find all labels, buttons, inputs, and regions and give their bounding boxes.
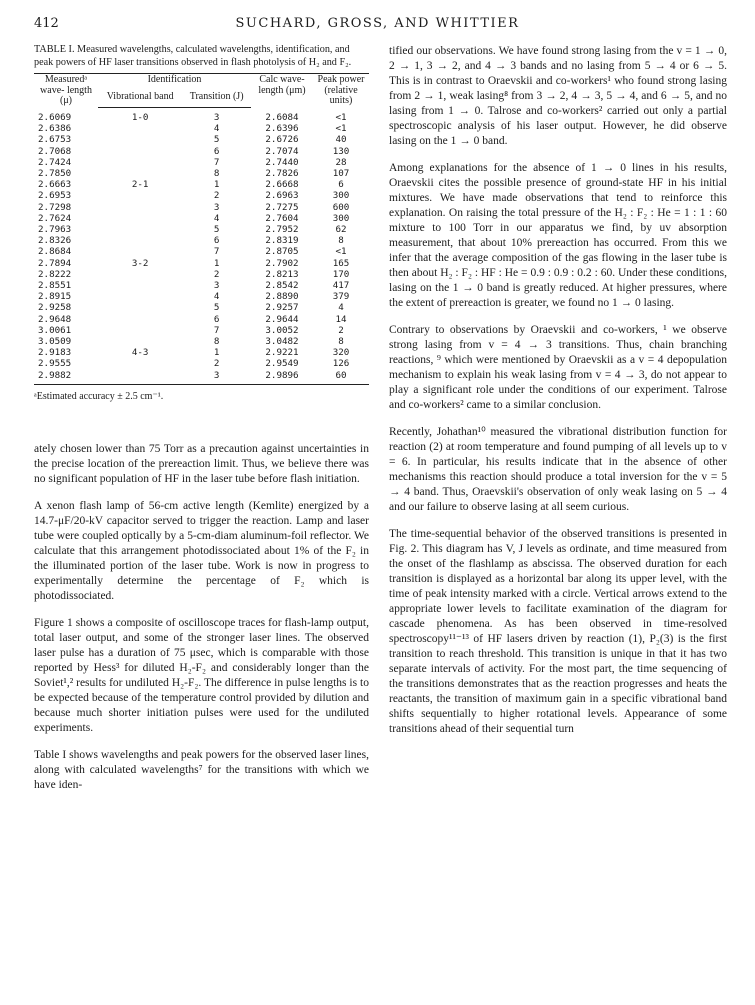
table-cell: 6 bbox=[213, 235, 220, 247]
table-cell: 2.6668 bbox=[265, 179, 299, 191]
table-cell: 107 bbox=[332, 168, 350, 180]
paragraph: Table I shows wavelengths and peak powers for the observed laser lines, along with calculated wavelengths⁷ for the transitions with which we have iden- bbox=[34, 748, 369, 791]
table-cell: 2.7850 bbox=[38, 168, 72, 180]
table-cell: 2.6963 bbox=[265, 190, 299, 202]
table-cell: 4 bbox=[338, 302, 344, 314]
table-cell: 28 bbox=[335, 156, 347, 168]
table-cell bbox=[98, 370, 182, 385]
table-cell: 3.0061 bbox=[38, 324, 72, 336]
table-cell: 3-2 bbox=[131, 257, 149, 269]
left-body-text bbox=[34, 442, 369, 793]
table-cell bbox=[98, 269, 182, 280]
table-cell: 2.9258 bbox=[38, 302, 72, 314]
table-cell bbox=[98, 190, 182, 201]
table-cell bbox=[98, 302, 182, 313]
table-cell bbox=[98, 291, 182, 302]
table-cell: 600 bbox=[332, 201, 350, 213]
table-cell: 2.7068 bbox=[38, 145, 72, 157]
table-cell bbox=[98, 146, 182, 157]
table-cell: 2.8551 bbox=[38, 280, 72, 292]
table-cell: 300 bbox=[332, 190, 350, 202]
header-vib-band: Vibrational band bbox=[98, 91, 182, 108]
table-cell: 2 bbox=[213, 268, 220, 280]
table-cell: 8 bbox=[338, 336, 344, 348]
table-cell: 165 bbox=[332, 257, 350, 269]
table-row bbox=[34, 202, 369, 213]
table-row bbox=[34, 213, 369, 224]
table-cell: 300 bbox=[332, 212, 350, 224]
table-row bbox=[34, 347, 369, 358]
table-cell: 3 bbox=[182, 370, 251, 385]
table-cell: 40 bbox=[335, 134, 347, 146]
table-row bbox=[34, 235, 369, 246]
table-cell: 2.9549 bbox=[265, 358, 299, 370]
table-cell: 2.8915 bbox=[38, 291, 72, 303]
table-cell: 170 bbox=[332, 268, 350, 280]
table-row bbox=[34, 157, 369, 168]
table-cell bbox=[98, 168, 182, 179]
paragraph: Among explanations for the absence of 1 → 0 lines in his results, Oraevskii cites the possible presence of ground-state HF in his initial mixtures. We have made observations that tend to reinforce this explanation. On raising the total pressure of the H₂ : F₂ : He = 1 : 1 : 60 mixture to 100 Torr in our apparatus we find, by uv absorption measurement, that about 10% prereaction has occurred. From this we infer that the average composition of the gas flowing in the laser tube is then about H₂ : F₂ : HF : He = 0.9 : 0.9 : 0.2 : 60. Under these conditions, lasing on the 1 → 0 band is greatly reduced. At higher pressures, where the extent of prereaction is greater, we found no 1 → 0 lasing. bbox=[389, 162, 727, 309]
table-cell: 2.7902 bbox=[265, 257, 299, 269]
table-row bbox=[34, 269, 369, 280]
table-cell: 2.9555 bbox=[38, 358, 72, 370]
table-1 bbox=[34, 73, 369, 385]
table-cell: 2.7604 bbox=[265, 212, 299, 224]
paragraph: The time-sequential behavior of the observed transitions is presented in Fig. 2. This diagram has V, J levels as ordinate, and time measured from the onset of the flashlamp as abscissa. The observed duration for each transition is displayed as a horizontal bar along its upper level, with the time of peak intensity marked with a circle. Vertical arrows extend to the appropriate lower levels to facilitate examination of the diagram for cascade phenomena. As has been observed in time-resolved spectroscopy¹¹⁻¹³ of HF lasers driven by reaction (1), P₂(3) is the first transition to reach threshold. This transition is unique in that it has two separate intervals of activity. For the most part, the time sequencing of the transitions demonstrates that as the reaction progresses and heats the reactants, the transition of maximum gain in a specific vibrational band shifts sequentially to higher rotational levels. Appearance of some transitions ahead of their sequential turn bbox=[389, 528, 727, 735]
table-cell: 5 bbox=[213, 224, 220, 236]
table-row bbox=[34, 190, 369, 201]
header-peak: Peak power (relative units) bbox=[313, 74, 369, 108]
table-cell: <1 bbox=[335, 111, 347, 123]
paragraph: tified our observations. We have found strong lasing from the v = 1 → 0, 2 → 1, 3 → 2, and 4 → 3 bands and no lasing from 5 → 4 or 6 → 5. This is in contrast to Oraevskii and co-workers¹ who found strong lasing from 2 → 1, weak lasing⁸ from 3 → 2, 4 → 3, 5 → 4, and 6 → 5, and no lasing from 1 → 0. Talrose and co-workers² carried out only a partial spectroscopic analysis of his laser output. However, he did observe lasing on the 1 → 0 band. bbox=[389, 45, 727, 147]
table-row bbox=[34, 168, 369, 179]
paragraph: Recently, Johathan¹⁰ measured the vibrational distribution function for reaction (2) at room temperature and found pumping of all levels up to v = 6. In particular, his results indicate that in the absence of other mechanisms this reaction should produce a total inversion for the v = 5 → 4 band. Thus, Oraevskii's observation of only weak lasing on 5 → 4 and our failure to observe lasing at all seem curious. bbox=[389, 426, 727, 513]
table-row bbox=[34, 291, 369, 302]
table-cell: 2.7826 bbox=[265, 168, 299, 180]
table-row bbox=[34, 146, 369, 157]
table-cell: 2-1 bbox=[131, 179, 149, 191]
table-row bbox=[34, 325, 369, 336]
table-cell bbox=[98, 246, 182, 257]
table-body bbox=[34, 108, 369, 385]
table-cell: 5 bbox=[213, 134, 220, 146]
paragraph: A xenon flash lamp of 56-cm active length (Kemlite) energized by a 14.7-μF/20-kV capacitor served to trigger the reaction. Lamp and laser tube were coupled optically by a 5-cm-diam aluminum-foil reflector. We calculate that this arrangement photodissociated about 1% of the F₂ in the illuminated portion of the laser tube. Work is now in progress to experimentally determine the percentage of F₂ which is photodissociated. bbox=[34, 499, 369, 602]
table-cell: 3 bbox=[213, 201, 220, 213]
table-cell: 2.9644 bbox=[265, 313, 299, 325]
table-row bbox=[34, 336, 369, 347]
table-cell: 6 bbox=[338, 179, 344, 191]
table-cell: 4-3 bbox=[131, 347, 149, 359]
table-cell: 2.8684 bbox=[38, 246, 72, 258]
table-cell: 2.6084 bbox=[265, 111, 299, 123]
table-cell: 6 bbox=[213, 145, 220, 157]
table-cell: 2.7963 bbox=[38, 224, 72, 236]
table-cell: 62 bbox=[335, 224, 347, 236]
table-cell: 5 bbox=[213, 302, 220, 314]
table-cell: 7 bbox=[213, 246, 220, 258]
table-cell bbox=[98, 314, 182, 325]
table-cell: 4 bbox=[213, 123, 220, 135]
table-cell bbox=[98, 213, 182, 224]
table-cell: 320 bbox=[332, 347, 350, 359]
table-row bbox=[34, 358, 369, 369]
header-calc: Calc wave- length (μm) bbox=[251, 74, 313, 108]
table-cell: 2.6663 bbox=[38, 179, 72, 191]
table-cell: 2.7624 bbox=[38, 212, 72, 224]
header-transition: Transition (J) bbox=[182, 91, 251, 108]
table-cell: 2.8213 bbox=[265, 268, 299, 280]
table-cell: 2.7440 bbox=[265, 156, 299, 168]
table-cell: 3 bbox=[213, 112, 220, 123]
table-cell: 2.8319 bbox=[265, 235, 299, 247]
table-cell: 2 bbox=[338, 324, 344, 336]
table-cell: <1 bbox=[335, 123, 347, 135]
table-cell: 2.6069 bbox=[38, 111, 72, 123]
table-cell: 1 bbox=[213, 347, 220, 359]
table-row bbox=[34, 134, 369, 145]
table-cell: 1 bbox=[213, 179, 220, 191]
table-cell: 2.6953 bbox=[38, 190, 72, 202]
table-cell: 2.8890 bbox=[265, 291, 299, 303]
table-cell bbox=[98, 134, 182, 145]
table-row bbox=[34, 108, 369, 124]
table-cell: 2.8542 bbox=[265, 280, 299, 292]
page-number: 412 bbox=[34, 16, 59, 31]
left-column bbox=[34, 44, 369, 805]
table-row bbox=[34, 258, 369, 269]
table-cell: <1 bbox=[335, 246, 347, 258]
table-row bbox=[34, 314, 369, 325]
table-cell: 2.6753 bbox=[38, 134, 72, 146]
running-title: SUCHARD, GROSS, AND WHITTIER bbox=[235, 16, 520, 31]
table-cell: 4 bbox=[213, 212, 220, 224]
table-cell: 2.9896 bbox=[251, 370, 313, 385]
right-body-text bbox=[389, 44, 727, 737]
table-cell: 417 bbox=[332, 280, 350, 292]
table-cell: 2.9648 bbox=[38, 313, 72, 325]
table-cell bbox=[98, 325, 182, 336]
table-cell: 2.7074 bbox=[265, 145, 299, 157]
table-cell: 2.9183 bbox=[38, 347, 72, 359]
paragraph: Contrary to observations by Oraevskii and co-workers, ¹ we observe strong lasing from v = 4 → 3 transitions. Thus, chain branching reactions, ⁹ which were mentioned by Oraevskii as a v = 4 depopulation mechanism to explain his weak lasing from v = 4 → 3, do not appear to play a significant role under the conditions of our experiment. Talrose and co-workers² came to a similar conclusion. bbox=[389, 324, 727, 411]
table-cell: 6 bbox=[213, 313, 220, 325]
table-row bbox=[34, 302, 369, 313]
table-cell: 2.7424 bbox=[38, 156, 72, 168]
table-cell: 7 bbox=[213, 324, 220, 336]
table-cell: 2.6386 bbox=[38, 123, 72, 135]
table-cell bbox=[98, 280, 182, 291]
table-cell bbox=[98, 358, 182, 369]
table-cell: 1-0 bbox=[131, 112, 149, 123]
table-cell: 2 bbox=[213, 358, 220, 370]
table-cell bbox=[98, 235, 182, 246]
table-cell: 14 bbox=[335, 313, 347, 325]
table-cell: 2.6726 bbox=[265, 134, 299, 146]
table-cell bbox=[98, 336, 182, 347]
table-row bbox=[34, 370, 369, 385]
table-cell: 2.7275 bbox=[265, 201, 299, 213]
table-cell: 2.6396 bbox=[265, 123, 299, 135]
table-cell: 2.9882 bbox=[34, 370, 98, 385]
table-cell: 2.9221 bbox=[265, 347, 299, 359]
table-cell: 8 bbox=[213, 336, 220, 348]
table-cell: 4 bbox=[213, 291, 220, 303]
table-cell: 8 bbox=[338, 235, 344, 247]
table-cell bbox=[98, 202, 182, 213]
table-cell: 2 bbox=[213, 190, 220, 202]
table-cell: 7 bbox=[213, 156, 220, 168]
table-cell: 379 bbox=[332, 291, 350, 303]
table-cell: 3.0509 bbox=[38, 336, 72, 348]
table-cell: 3.0052 bbox=[265, 324, 299, 336]
table-cell bbox=[98, 224, 182, 235]
table-cell bbox=[98, 123, 182, 134]
table-cell bbox=[98, 157, 182, 168]
table-row bbox=[34, 280, 369, 291]
table-cell: 8 bbox=[213, 168, 220, 180]
table-cell: 2.8705 bbox=[265, 246, 299, 258]
header-identification: Identification bbox=[98, 74, 251, 91]
table-cell: 2.8222 bbox=[38, 268, 72, 280]
table-row bbox=[34, 224, 369, 235]
table-cell: 2.8326 bbox=[38, 235, 72, 247]
table-cell: 2.9257 bbox=[265, 302, 299, 314]
table-cell: 2.7952 bbox=[265, 224, 299, 236]
table-cell: 1 bbox=[213, 257, 220, 269]
table-footnote: ᵃEstimated accuracy ± 2.5 cm⁻¹. bbox=[34, 390, 164, 402]
table-cell: 3.0482 bbox=[265, 336, 299, 348]
paragraph: ately chosen lower than 75 Torr as a precaution against uncertainties in the precise location of the prereaction limit. Thus, we believe there was no significant population of HF in the laser tube before flash initiation. bbox=[34, 442, 369, 485]
table-row bbox=[34, 179, 369, 190]
right-column bbox=[389, 44, 727, 749]
table-row bbox=[34, 123, 369, 134]
table-cell: 130 bbox=[332, 145, 350, 157]
table-cell: 60 bbox=[313, 370, 369, 385]
table-row bbox=[34, 246, 369, 257]
table-cell: 2.7894 bbox=[38, 257, 72, 269]
table-cell: 3 bbox=[213, 280, 220, 292]
paragraph: Figure 1 shows a composite of oscilloscope traces for flash-lamp output, total laser output, and some of the stronger laser lines. The observed laser pulse has a duration of 75 μsec, which is comparable with those reported by Hess³ for diluted H₂-F₂ and considerably longer than the Soviet¹,² results for undiluted H₂-F₂. The difference in pulse lengths is to be expected because of the temperature control provided by dilution and because much shorter initiation pulses were used for the undiluted experiments. bbox=[34, 616, 369, 734]
table-cell: 126 bbox=[332, 358, 350, 370]
table-caption: TABLE I. Measured wavelengths, calculated wavelengths, identification, and peak powers of HF laser transitions observed in flash photolysis of H₂ and F₂. bbox=[34, 44, 352, 68]
header-measured: Measuredᵃ wave- length (μ) bbox=[34, 74, 98, 108]
table-cell: 2.7298 bbox=[38, 201, 72, 213]
